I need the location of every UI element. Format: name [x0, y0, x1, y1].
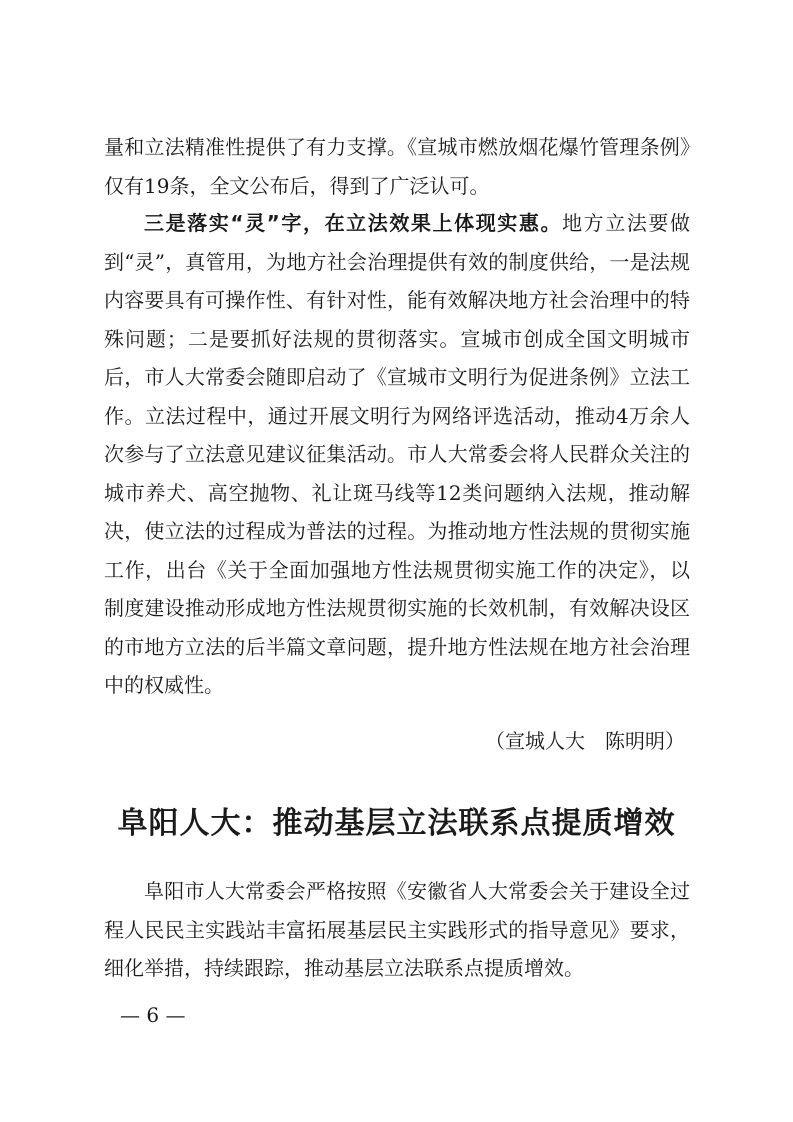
paragraph-2: [104, 204, 690, 705]
page-number: — 6 —: [120, 1003, 186, 1027]
paragraph-2-text: 地方立法要做到“灵”，真管用，为地方社会治理提供有效的制度供给，一是法规内容要具有可操作性、有针对性，能有效解决地方社会治理中的特殊问题；二是要抓好法规的贯彻落实。宣城市创成全国文明城市后，市人大常委会随即启动了《宣城市文明行为促进条例》立法工作。立法过程中，通过开展文明行为网络评选活动，推动4万余人次参与了立法意见建议征集活动。市人大常委会将人民群众关注的城市养犬、高空抛物、礼让斑马线等12类问题纳入法规，推动解决，使立法的过程成为普法的过程。为推动地方性法规的贯彻实施工作，出台《关于全面加强地方性法规贯彻实施工作的决定》，以制度建设推动形成地方性法规贯彻实施的长效机制，有效解决设区的市地方立法的后半篇文章问题，提升地方性法规在地方社会治理中的权威性。: [104, 211, 691, 697]
paragraph-1-text: 量和立法精准性提供了有力支撑。《宣城市燃放烟花爆竹管理条例》仅有19条，全文公布后，得到了广泛认可。: [104, 135, 690, 198]
paragraph-2-lead: 三是落实“灵”字，在立法效果上体现实惠。: [144, 211, 563, 235]
paragraph-1: [104, 128, 690, 205]
author-attribution: （宣城人大 陈明明）: [485, 729, 685, 753]
paragraph-3: [104, 872, 690, 988]
paragraph-2-body: [104, 204, 690, 705]
paragraph-3-text: 阜阳市人大常委会严格按照《安徽省人大常委会关于建设全过程人民民主实践站丰富拓展基层民主实践形式的指导意见》要求，细化举措，持续跟踪，推动基层立法联系点提质增效。: [104, 879, 690, 980]
section-heading: 阜阳人大：推动基层立法联系点提质增效: [117, 806, 676, 841]
